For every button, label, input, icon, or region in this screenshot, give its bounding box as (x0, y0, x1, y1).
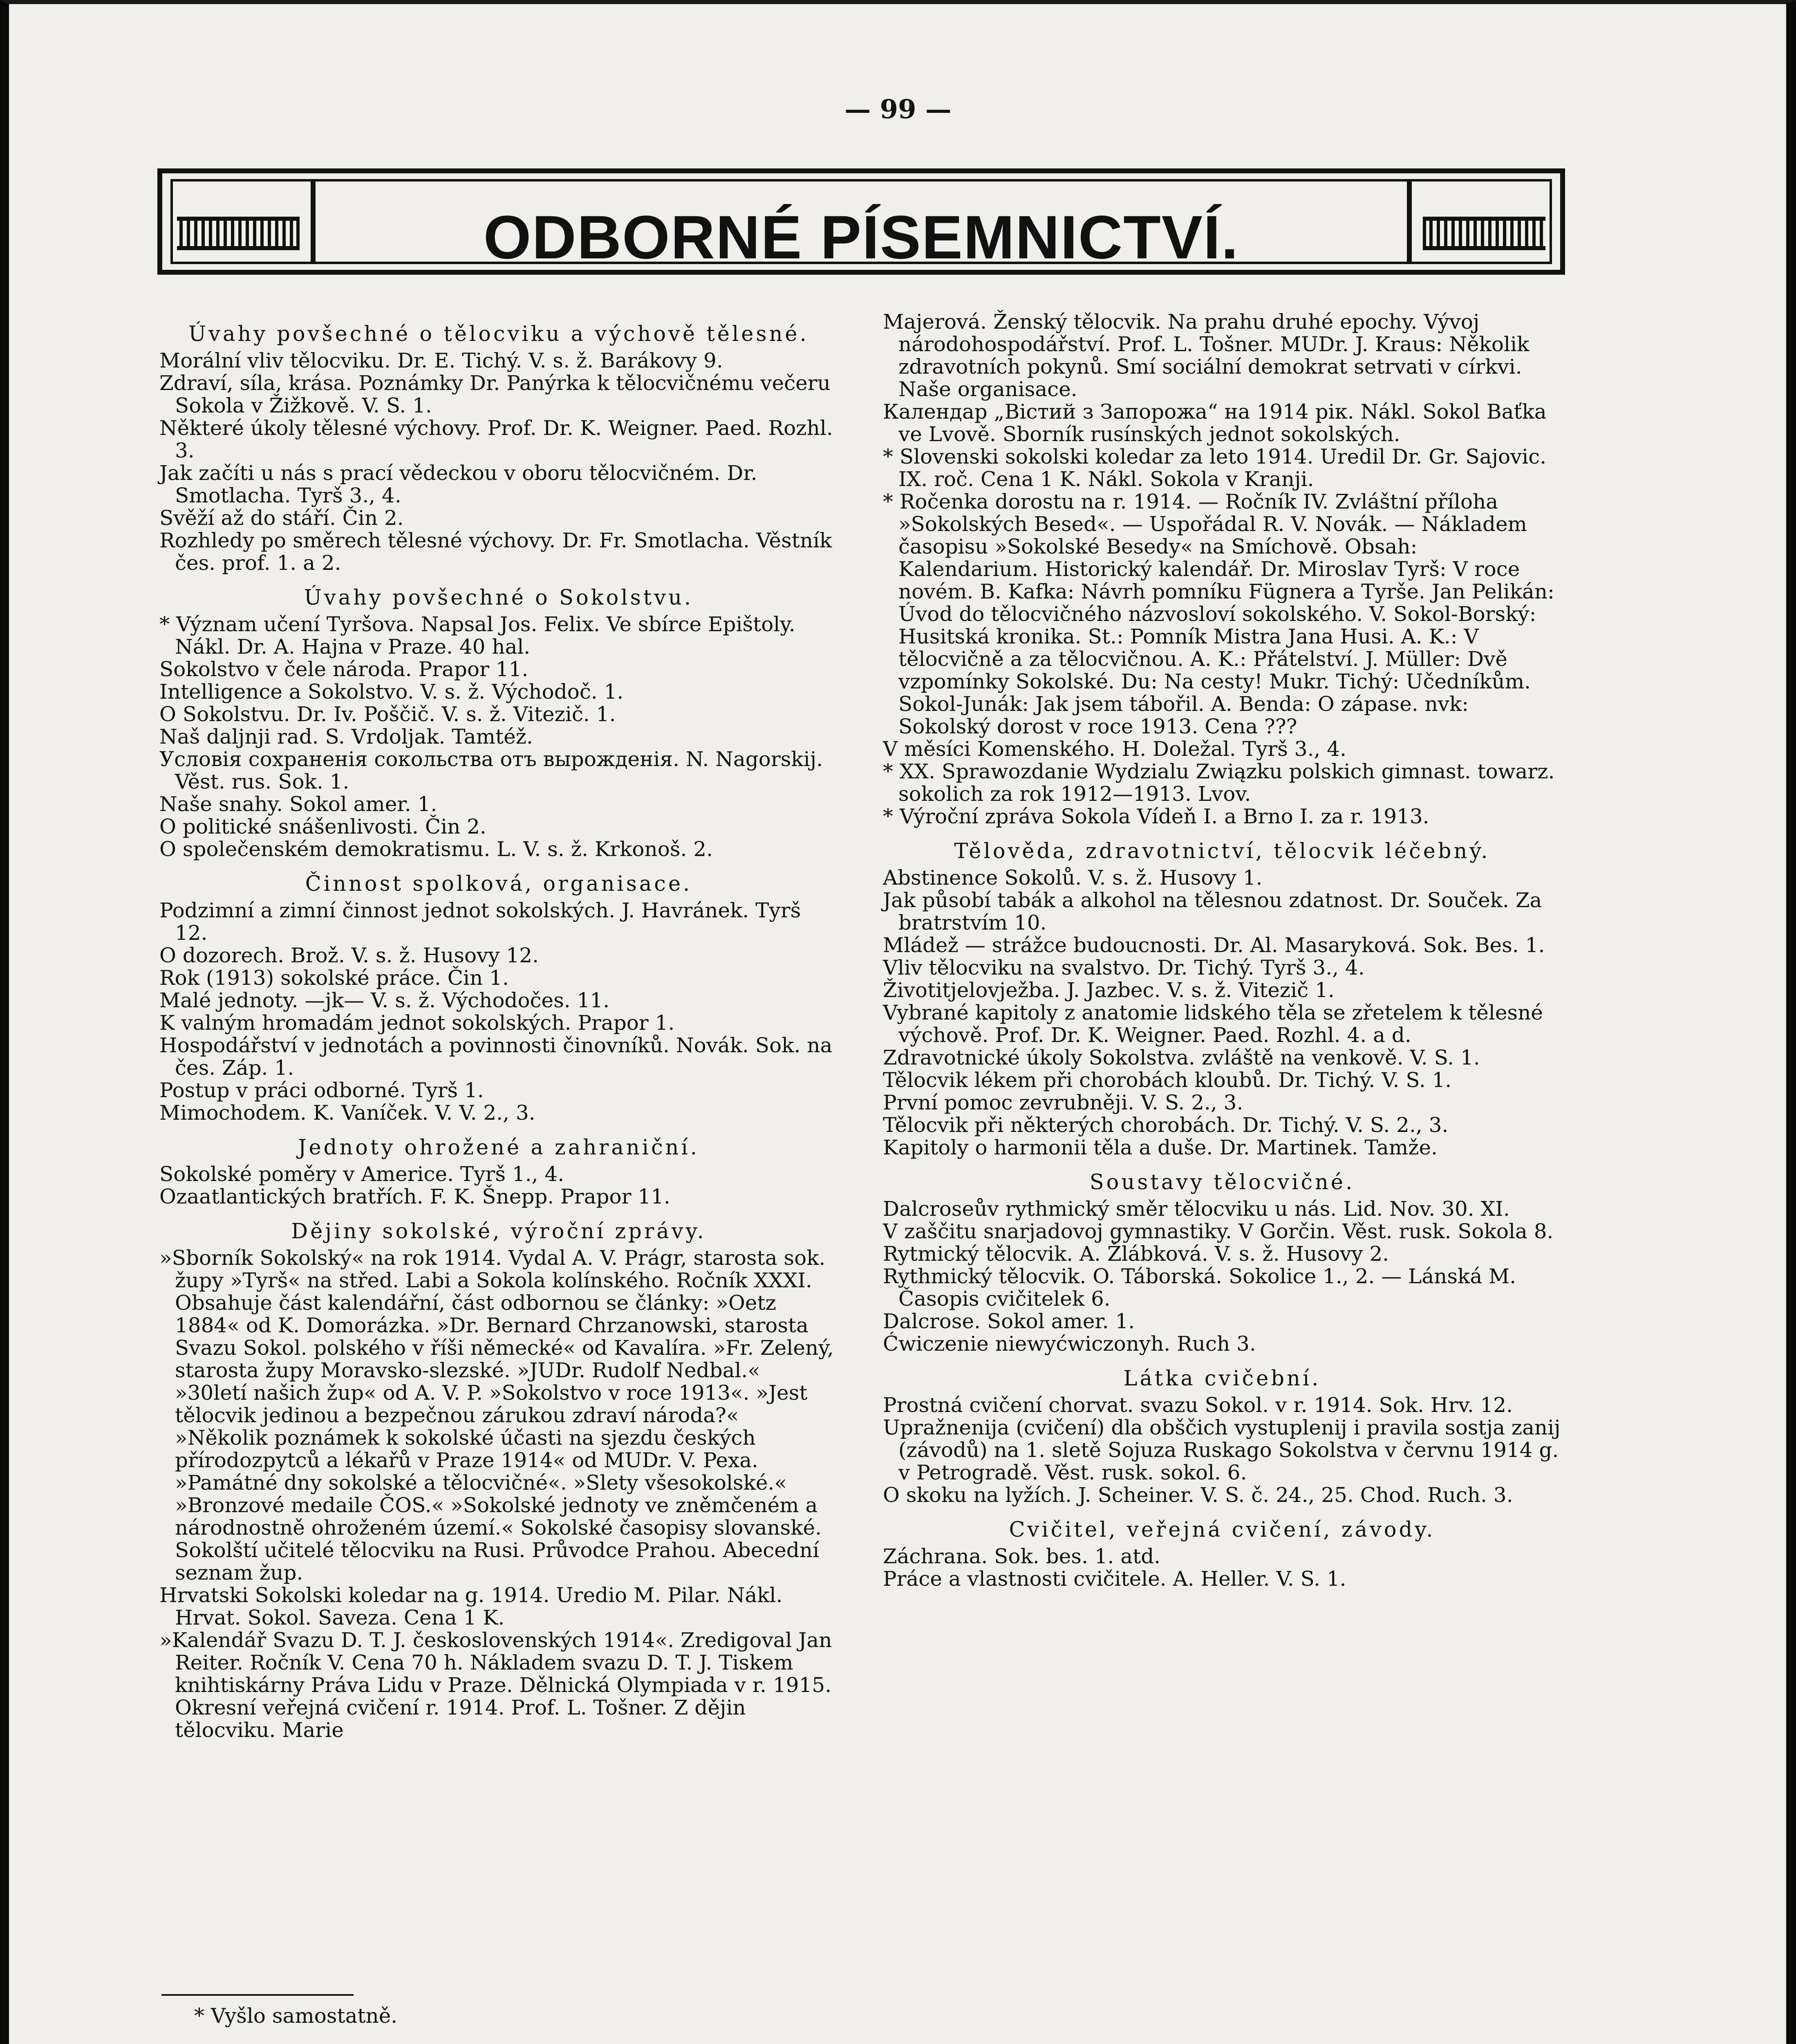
bibliography-entry: Vybrané kapitoly z anatomie lidského těla se zřetelem k tělesné výchově. Prof. Dr. K. Weigner. Paed. Rozhl. 4. a d. (883, 1001, 1543, 1047)
balustrade-ornament-left (177, 217, 300, 250)
section-heading: Jednoty ohrožené a zahraniční. (298, 1136, 699, 1160)
bibliography-entry: Kapitoly o harmonii těla a duše. Dr. Martinek. Tamže. (883, 1136, 1438, 1159)
bibliography-entry: * Význam učení Tyršova. Napsal Jos. Felix. Ve sbírce Epištoly. Nákl. Dr. A. Hajna v Praze. 40 hal. (159, 612, 795, 659)
bibliography-entry: Ćwiczenie niewyćwiczonyh. Ruch 3. (883, 1332, 1256, 1356)
bibliography-entry: Ozaatlantických bratřích. F. K. Šnepp. Prapor 11. (159, 1185, 670, 1208)
right-column (883, 311, 1561, 1590)
section-heading: Úvahy povšechné o tělocviku a výchově tělesné. (188, 322, 809, 346)
bibliography-entry: »Sborník Sokolský« na rok 1914. Vydal A. V. Prágr, starosta sok. župy »Tyrš« na střed. Labi a Sokola kolínského. Ročník XXXI. Obsahuje část kalendářní, část odbornou se články: »Oetz 1884« od K. Domorázka. »Dr. Bernard Chrzanowski, starosta Svazu Sokol. polského v říši německé« od Kavalíra. »Fr. Zelený, starosta župy Moravsko-slezské. »JUDr. Rudolf Nedbal.« »30letí našich žup« od A. V. P. »Sokolstvo v roce 1913«. »Jest tělocvik jedinou a bezpečnou zárukou zdraví národa?« »Několik poznámek k sokolské účasti na sjezdu českých přírodozpytců a lékařů v Praze 1914« od MUDr. V. Pexa. »Památné dny sokolské a tělocvičné«. »Slety všesokolské.« »Bronzové medaile ČOS.« »Sokolské jednoty ve zněmčeném a národnostně ohroženém území.« Sokolské časopisy slovanské. Sokolští učitelé tělocviku na Rusi. Průvodce Prahou. Abecední seznam žup. (159, 1246, 834, 1585)
section-heading: Cvičitel, veřejná cvičení, závody. (1009, 1518, 1435, 1542)
bibliography-entry: Rozhledy po směrech tělesné výchovy. Dr. Fr. Smotlacha. Věstník čes. prof. 1. a 2. (159, 529, 832, 575)
bibliography-entry: Některé úkoly tělesné výchovy. Prof. Dr. K. Weigner. Paed. Rozhl. 3. (159, 416, 833, 462)
bibliography-entry: Rytmický tělocvik. A. Žlábková. V. s. ž. Husovy 2. (883, 1242, 1389, 1266)
bibliography-entry: Sokolské poměry v Americe. Tyrš 1., 4. (159, 1162, 564, 1186)
bibliography-entry: Abstinence Sokolů. V. s. ž. Husovy 1. (883, 866, 1263, 890)
bibliography-entry: Zdraví, síla, krása. Poznámky Dr. Panýrka k tělocvičnému večeru Sokola v Žižkově. V. S. 1. (159, 371, 831, 417)
bibliography-entry: O dozorech. Brož. V. s. ž. Husovy 12. (159, 944, 539, 967)
bibliography-entry: Záchrana. Sok. bes. 1. atd. (883, 1544, 1161, 1568)
bibliography-entry: Životitjelovježba. J. Jazbec. V. s. ž. Vitezič 1. (883, 978, 1335, 1002)
bibliography-entry: Naše snahy. Sokol amer. 1. (159, 792, 437, 816)
bibliography-entry: O Sokolstvu. Dr. Iv. Poščič. V. s. ž. Vitezič. 1. (159, 702, 616, 726)
bibliography-entry: Hospodářství v jednotách a povinnosti činovníků. Novák. Sok. na čes. Záp. 1. (159, 1033, 833, 1080)
bibliography-entry: V zaščitu snarjadovoj gymnastiky. V Gorčin. Věst. rusk. Sokola 8. (883, 1219, 1554, 1243)
banner-title-panel (311, 182, 1412, 271)
bibliography-entry: Postup v práci odborné. Tyrš 1. (159, 1078, 484, 1102)
bibliography-entry: K valným hromadám jednot sokolských. Prapor 1. (159, 1011, 675, 1035)
bibliography-entry: Upražnenija (cvičení) dla obščich vystuplenij i pravila sostja zanij (závodů) na 1. sletě Sojuza Ruskago Sokolstva v červnu 1914 g. v Petrogradě. Věst. rusk. sokol. 6. (883, 1416, 1561, 1484)
section-heading: Úvahy povšechné o Sokolstvu. (304, 586, 694, 610)
bibliography-entry: O skoku na lyžích. J. Scheiner. V. S. č. 24., 25. Chod. Ruch. 3. (883, 1483, 1513, 1507)
page-number: — 99 — (844, 94, 952, 125)
bibliography-entry: Tělocvik lékem při chorobách kloubů. Dr. Tichý. V. S. 1. (883, 1068, 1452, 1092)
bibliography-entry: Morální vliv tělocviku. Dr. E. Tichý. V. s. ž. Barákovy 9. (159, 349, 723, 372)
bibliography-entry: Календар „Вістий з Запорожа“ на 1914 рік. Nákl. Sokol Baťka ve Lvově. Sborník rusínských jednot sokolských. (883, 400, 1547, 446)
bibliography-entry: První pomoc zevrubněji. V. S. 2., 3. (883, 1091, 1243, 1114)
bibliography-entry: O společenském demokratismu. L. V. s. ž. Krkonoš. 2. (159, 837, 713, 861)
bibliography-entry: Jak působí tabák a alkohol na tělesnou zdatnost. Dr. Souček. Za bratrstvím 10. (883, 888, 1542, 935)
bibliography-entry: Naš daljnji rad. S. Vrdoljak. Tamtéž. (159, 725, 533, 749)
bibliography-entry: Vliv tělocviku na svalstvo. Dr. Tichý. Tyrš 3., 4. (883, 956, 1365, 979)
section-heading: Činnost spolková, organisace. (305, 872, 692, 896)
footnote: * Vyšlo samostatně. (194, 2004, 398, 2028)
bibliography-entry: * Slovenski sokolski koledar za leto 1914. Uredil Dr. Gr. Sajovic. IX. roč. Cena 1 K. Nákl. Sokola v Kranji. (883, 445, 1547, 491)
bibliography-entry: Dalcroseův rythmický směr tělocviku u nás. Lid. Nov. 30. XI. (883, 1197, 1510, 1221)
bibliography-entry: * Výroční zpráva Sokola Vídeň I. a Brno I. za r. 1913. (883, 805, 1429, 828)
bibliography-entry: Prostná cvičení chorvat. svazu Sokol. v r. 1914. Sok. Hrv. 12. (883, 1393, 1513, 1417)
bibliography-entry: Rok (1913) sokolské práce. Čin 1. (159, 966, 509, 990)
footnote-rule (161, 1994, 354, 1996)
bibliography-entry: V měsíci Komenského. H. Doležal. Tyrš 3., 4. (883, 737, 1346, 761)
bibliography-entry: Mládež — strážce budoucnosti. Dr. Al. Masaryková. Sok. Bes. 1. (883, 933, 1545, 957)
bibliography-entry: Práce a vlastnosti cvičitele. A. Heller. V. S. 1. (883, 1567, 1346, 1591)
bibliography-entry: Zdravotnické úkoly Sokolstva. zvláště na venkově. V. S. 1. (883, 1046, 1480, 1069)
bibliography-entry: Jak začíti u nás s prací vědeckou v oboru tělocvičném. Dr. Smotlacha. Tyrš 3., 4. (159, 461, 757, 507)
bibliography-entry: Malé jednoty. —jk— V. s. ž. Východočes. 11. (159, 988, 610, 1012)
bibliography-entry: * XX. Sprawozdanie Wydzialu Związku polskich gimnast. towarz. sokolich za rok 1912—1913. Lvov. (883, 760, 1555, 806)
bibliography-entry: Rythmický tělocvik. O. Táborská. Sokolice 1., 2. — Lánská M. Časopis cvičitelek 6. (883, 1264, 1516, 1311)
left-column (159, 311, 838, 1741)
section-heading: Dějiny sokolské, výroční zprávy. (291, 1219, 706, 1244)
balustrade-ornament-right (1423, 217, 1545, 250)
section-heading: Soustavy tělocvičné. (1089, 1170, 1355, 1195)
bibliography-entry: »Kalendář Svazu D. T. J. československých 1914«. Zredigoval Jan Reiter. Ročník V. Cena 70 h. Nákladem svazu D. T. J. Tiskem knihtiskárny Práva Lidu v Praze. Dělnická Olympiada v r. 1915. Okresní veřejná cvičení r. 1914. Prof. L. Tošner. Z dějin tělocviku. Marie (159, 1628, 832, 1742)
bibliography-entry: Hrvatski Sokolski koledar na g. 1914. Uredio M. Pilar. Nákl. Hrvat. Sokol. Saveza. Cena 1 K. (159, 1583, 783, 1629)
bibliography-entry: Sokolstvo v čele národa. Prapor 11. (159, 657, 528, 681)
bibliography-entry: Majerová. Ženský tělocvik. Na prahu druhé epochy. Vývoj národohospodářství. Prof. L. Tošner. MUDr. J. Kraus: Několik zdravotních pokynů. Smí sociální demokrat setrvati v církvi. Naše organisace. (883, 310, 1530, 401)
bibliography-entry: Mimochodem. K. Vaníček. V. V. 2., 3. (159, 1101, 535, 1125)
section-title: ODBORNÉ PÍSEMNICTVÍ. (483, 203, 1239, 271)
title-banner (157, 168, 1565, 275)
bibliography-entry: Podzimní a zimní činnost jednot sokolských. J. Havránek. Tyrš 12. (159, 899, 801, 945)
bibliography-entry: Условія сохраненія сокольства отъ вырожденія. N. Nagorskij. Věst. rus. Sok. 1. (159, 747, 823, 793)
bibliography-entry: Dalcrose. Sokol amer. 1. (883, 1309, 1135, 1333)
section-heading: Tělověda, zdravotnictví, tělocvik léčebný. (954, 839, 1490, 863)
bibliography-entry: O politické snášenlivosti. Čin 2. (159, 815, 486, 838)
bibliography-entry: * Ročenka dorostu na r. 1914. — Ročník IV. Zvláštní příloha »Sokolských Besed«. — Uspořádal R. V. Novák. — Nákladem časopisu »Sokolské Besedy« na Smíchově. Obsah: Kalendarium. Historický kalendář. Dr. Miroslav Tyrš: V roce novém. B. Kafka: Návrh pomníku Fügnera a Tyrše. Jan Pelikán: Úvod do tělocvičného názvosloví sokolského. V. Sokol-Borský: Husitská kronika. St.: Pomník Mistra Jana Husi. A. K.: V tělocvičně a za tělocvičnou. A. K.: Přátelství. J. Müller: Dvě vzpomínky Sokolské. Du: Na cesty! Mukr. Tichý: Učedníkům. Sokol-Junák: Jak jsem tábořil. A. Benda: O zápase. nvk: Sokolský dorost v roce 1913. Cena ??? (883, 490, 1554, 738)
bibliography-entry: Intelligence a Sokolstvo. V. s. ž. Východoč. 1. (159, 680, 624, 704)
section-heading: Látka cvičební. (1123, 1367, 1321, 1391)
bibliography-entry: Svěží až do stáří. Čin 2. (159, 506, 404, 530)
bibliography-entry: Tělocvik při některých chorobách. Dr. Tichý. V. S. 2., 3. (883, 1113, 1449, 1137)
